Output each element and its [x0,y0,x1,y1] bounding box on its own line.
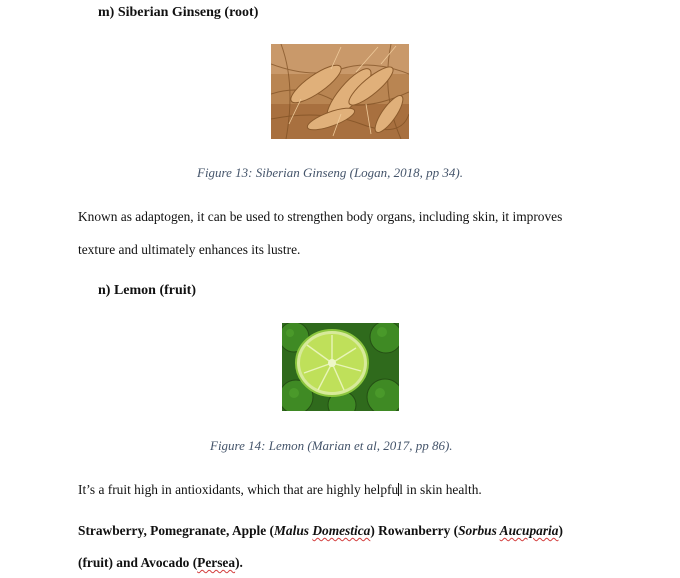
fruit-list-line-1 [78,523,563,539]
figure-14-caption: Figure 14: Lemon (Marian et al, 2017, pp 86). [210,438,453,453]
fruit-list-text: ) Rowanberry ( [370,523,459,538]
fruit-list-text: Strawberry, Pomegranate, Apple ( [78,523,274,538]
figure-13-caption: Figure 13: Siberian Ginseng (Logan, 2018, pp 34). [197,165,463,180]
lemon-paragraph [78,482,482,498]
fruit-list-text: ). [235,555,243,570]
fruit-list-text: ) [558,523,563,538]
fruit-list-text: (fruit) and Avocado ( [78,555,198,570]
aucuparia-term-spellcheck: Aucuparia [499,523,559,538]
section-heading-siberian-ginseng: m) Siberian Ginseng (root) [98,5,259,20]
lemon-paragraph-text-before-cursor: It’s a fruit high in antioxidants, which that are highly helpfu [78,482,399,497]
lemon-image [282,323,399,411]
domestica-term-spellcheck: Domestica [312,523,371,538]
ginseng-image [271,44,409,139]
sorbus-term: Sorbus [458,523,500,538]
ginseng-paragraph-line-1: Known as adaptogen, it can be used to strengthen body organs, including skin, it improves [78,209,563,224]
section-heading-lemon: n) Lemon (fruit) [98,283,196,298]
malus-term: Malus [274,523,313,538]
ginseng-paragraph-line-2: texture and ultimately enhances its lustre. [78,242,301,257]
fruit-list-line-2 [78,555,243,571]
persea-term-spellcheck: Persea [197,555,236,570]
lemon-paragraph-text-after-cursor: l in skin health. [399,482,482,497]
